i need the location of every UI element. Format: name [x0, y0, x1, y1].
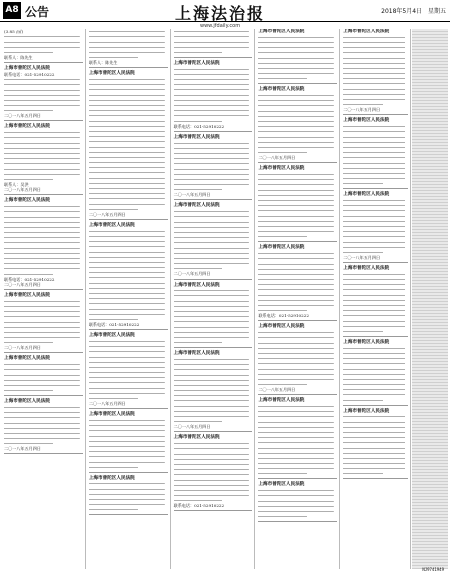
notice-text-block — [258, 172, 337, 239]
notice-title: 上海市普陀区人民法院 — [343, 266, 390, 272]
notice-title: 上海市普陀区人民法院 — [173, 351, 220, 357]
text-line — [258, 471, 337, 476]
notice — [174, 435, 253, 511]
notice-title: 上海市普陀区人民法院 — [88, 71, 135, 77]
text-line — [343, 329, 408, 334]
text-line — [174, 50, 253, 55]
notice-text-block — [89, 29, 168, 60]
notice — [258, 482, 337, 522]
masthead — [0, 0, 450, 22]
notice — [343, 192, 408, 263]
notice-date: 二〇一八年五月四日 — [258, 155, 296, 161]
notice-text-block — [4, 405, 83, 447]
notice-text-block — [258, 404, 337, 477]
notice-date: 二〇一八年五月四日 — [4, 113, 41, 119]
notice-title: 上海市普陀区人民法院 — [4, 399, 50, 405]
notice-text-block — [258, 251, 337, 313]
notice — [4, 399, 83, 454]
notice — [343, 409, 408, 480]
notice-date: 二〇一八年五月四日 — [343, 107, 381, 113]
notice-text-block — [89, 77, 168, 212]
notice — [4, 198, 83, 290]
notice — [89, 223, 168, 330]
notice — [4, 293, 83, 353]
notice-text-block — [258, 330, 337, 387]
notice-title: 上海市普陀区人民法院 — [343, 29, 390, 34]
notice — [258, 245, 337, 321]
notice-title: 上海市普陀区人民法院 — [88, 333, 135, 339]
notice-text-block — [174, 441, 253, 503]
notice-text-block — [174, 140, 253, 192]
notice-text-block — [89, 418, 168, 470]
notice-contact: 联系电话：021-52910222 — [173, 123, 225, 129]
notice-text-block — [343, 414, 408, 476]
notice-title: 上海市普陀区人民法院 — [173, 60, 220, 66]
text-line — [343, 471, 408, 476]
paper-name: 上海法治报 — [175, 4, 266, 23]
notice-title: 上海市普陀区人民法院 — [88, 475, 135, 481]
notice-text-block — [258, 93, 337, 155]
notice-title: 上海市普陀区人民法院 — [4, 356, 50, 362]
text-line — [4, 388, 83, 393]
notice-text-block — [258, 488, 337, 519]
text-line — [343, 181, 408, 186]
column-c — [172, 29, 256, 569]
notice-text-block — [4, 77, 83, 113]
notice-text-block — [258, 35, 337, 82]
text-line — [258, 514, 337, 519]
notice-date: 二〇一八年五月四日 — [343, 254, 381, 260]
notice — [343, 29, 408, 115]
notice-title: 上海市普陀区人民法院 — [88, 412, 135, 418]
column-e — [341, 29, 411, 569]
notice-title: 上海市普陀区人民法院 — [343, 118, 390, 124]
notice-title: 上海市普陀区人民法院 — [258, 245, 305, 251]
notice-contact: 联系人：吴洪 — [4, 181, 29, 187]
notice-text-block — [89, 339, 168, 401]
notice-date: 二〇一八年五月四日 — [173, 271, 211, 277]
notice — [258, 398, 337, 479]
notice-title: 上海市普陀区人民法院 — [4, 292, 50, 298]
notice-title: 上海市普陀区人民法院 — [4, 198, 50, 204]
notice-title: 上海市普陀区人民法院 — [343, 192, 390, 198]
text-line — [258, 76, 337, 81]
notice — [4, 66, 83, 121]
notice-text-block — [343, 198, 408, 255]
notice — [174, 351, 253, 432]
column-b — [87, 29, 171, 569]
notice-contact: 联系电话：021-52910222 — [173, 503, 225, 509]
notice-contact: 联系电话：021-52910222 — [4, 276, 55, 282]
notice — [4, 29, 83, 63]
notice-text-block — [89, 229, 168, 322]
notice — [343, 340, 408, 406]
notice-date: 二〇一八年五月四日 — [173, 192, 211, 198]
notice-title: 上海市普陀区人民法院 — [173, 282, 220, 288]
notice-text-block — [4, 362, 83, 393]
notice — [89, 71, 168, 220]
notice-date: 二〇一八年五月四日 — [88, 401, 126, 407]
text-line — [174, 340, 253, 345]
text-line — [258, 234, 337, 239]
notice-text-block — [343, 272, 408, 334]
notice-text-block — [343, 35, 408, 108]
section-title: 公告 — [25, 5, 50, 19]
notice-text-block — [343, 124, 408, 186]
column-a — [2, 29, 86, 569]
notice-contact: 联系人：陈先生 — [88, 60, 118, 66]
notice-date: 二〇一八年五月四日 — [173, 424, 211, 430]
notice-text-block — [89, 481, 168, 512]
notice — [258, 29, 337, 84]
notice-title: 上海市普陀区人民法院 — [258, 29, 305, 34]
notice — [258, 324, 337, 395]
notice — [89, 333, 168, 409]
notice-text-block — [4, 204, 83, 277]
notice-text-block — [174, 357, 253, 424]
notice — [343, 118, 408, 189]
section-badge: A8 — [3, 2, 21, 19]
notice-text-block — [174, 209, 253, 271]
text-line — [89, 507, 168, 512]
notice-date: 二〇一八年五月四日 — [4, 281, 41, 287]
notice — [258, 166, 337, 242]
notice-title: 上海市普陀区人民法院 — [4, 124, 50, 130]
notice — [258, 87, 337, 163]
notice-title: 上海市普陀区人民法院 — [4, 66, 50, 72]
notice — [4, 356, 83, 396]
notice-body: 联系电话：021-52910222 — [4, 71, 55, 77]
column-fine-print — [412, 29, 448, 569]
notice-text-block — [343, 346, 408, 403]
notice-title: 上海市普陀区人民法院 — [173, 435, 220, 441]
notice-title: 上海市普陀区人民法院 — [343, 339, 390, 345]
notice — [343, 266, 408, 337]
notice-title: 上海市普陀区人民法院 — [258, 166, 305, 172]
masthead-date-block — [377, 6, 446, 15]
notice-title: 上海市普陀区人民法院 — [258, 324, 305, 330]
column-d — [256, 29, 340, 569]
notice-title: 上海市普陀区人民法院 — [258, 87, 305, 93]
notice-columns — [2, 29, 448, 569]
notice-title: 上海市普陀区人民法院 — [343, 408, 390, 414]
notice-title: 上海市普陀区人民法院 — [173, 134, 220, 140]
notice-contact: 联系电话：021-52910222 — [88, 321, 140, 327]
notice-text-block — [4, 130, 83, 182]
text-line — [343, 397, 408, 402]
text-line — [89, 465, 168, 470]
notice — [4, 124, 83, 195]
notice — [89, 29, 168, 68]
notice-text-block — [174, 67, 253, 124]
notice-title: 上海市普陀区人民法院 — [258, 482, 305, 488]
notice-text-block — [4, 299, 83, 346]
notice — [89, 412, 168, 472]
issue-weekday: 星期五 — [427, 8, 446, 15]
notice-date: 二〇一八年五月四日 — [4, 187, 41, 193]
notice-text-block — [4, 34, 83, 55]
notice-title: 上海市普陀区人民法院 — [258, 398, 305, 404]
notice-date: 二〇一八年五月四日 — [4, 345, 41, 351]
notice — [89, 476, 168, 516]
notice-title: 上海市普陀区人民法院 — [173, 203, 220, 209]
notice-contact: 联系人：陈先生 — [4, 54, 33, 60]
notice — [174, 203, 253, 279]
notice-date: 二〇一八年五月四日 — [4, 446, 41, 452]
website-url: www.jfdaily.com — [200, 23, 241, 29]
notice-title: 上海市普陀区人民法院 — [88, 223, 135, 228]
notice-contact: 联系电话：021-52910222 — [258, 313, 309, 319]
notice — [174, 61, 253, 132]
notice-date: 二〇一八年五月四日 — [258, 387, 296, 393]
notice — [174, 283, 253, 349]
notice-date: 二〇一八年五月四日 — [88, 211, 126, 217]
notice — [174, 135, 253, 201]
notice-text-block — [174, 288, 253, 345]
footer-code: NJ9741949 — [422, 567, 444, 572]
notice — [174, 29, 253, 58]
notice-text-block — [174, 29, 253, 55]
issue-date: 2018年5月4日 — [381, 8, 423, 15]
notice-body: (3.85 /㎡) — [4, 29, 24, 34]
